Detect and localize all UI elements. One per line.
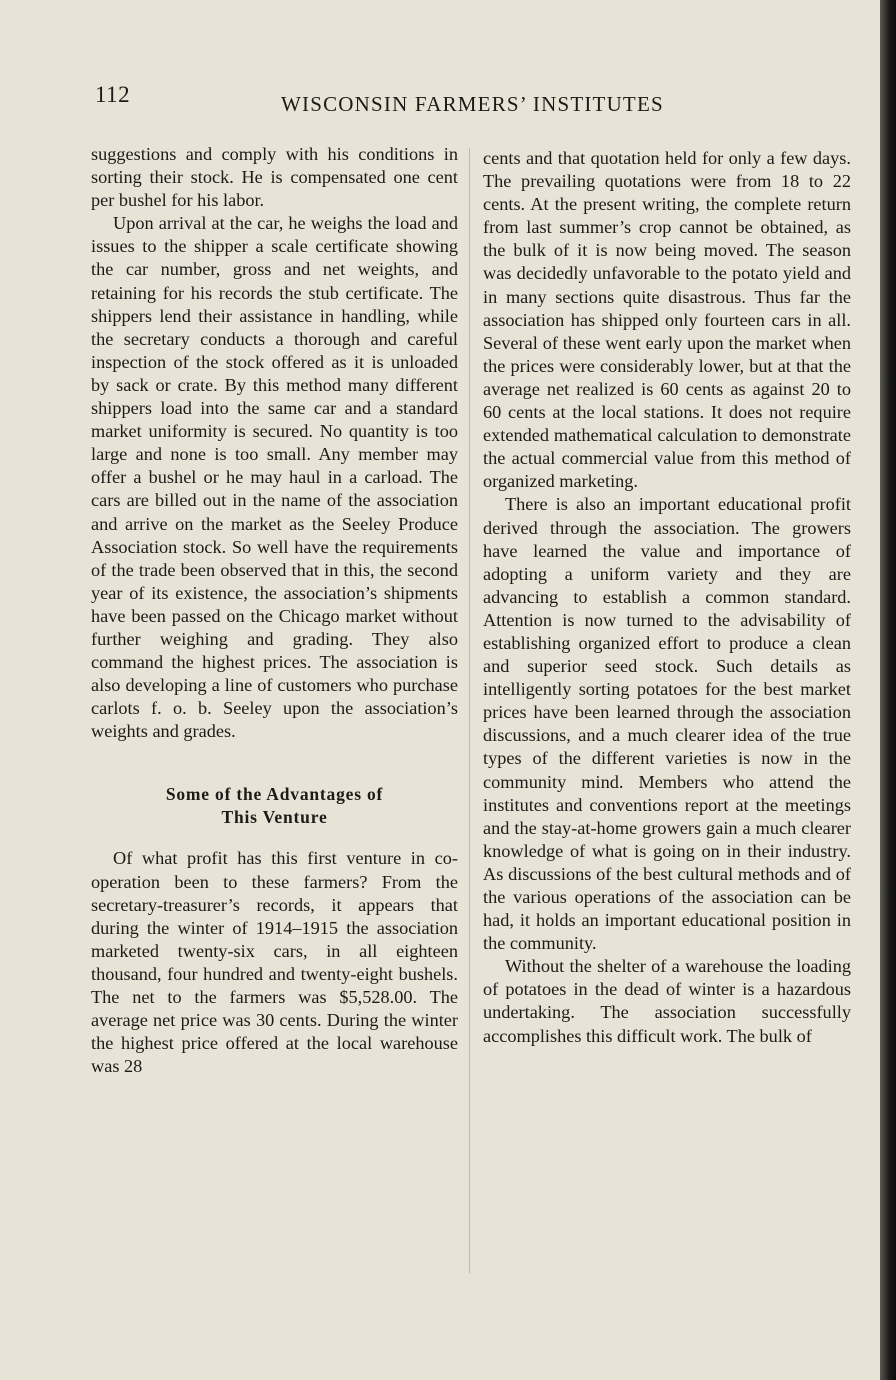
paragraph: Of what profit has this first venture in co-operation been to these farmers? From the secretary-treasurer’s records, it appears that during the winter of 1914–1915 the association marketed twenty-six cars, in all eighteen thousand, four hundred and twenty-eight bushels. The net to the farmers was $5,528.00. The average net price was 30 cents. During the winter the highest price offered at the local warehouse was 28 [91, 848, 458, 1077]
section-heading-line: This Venture [221, 807, 328, 828]
page-number: 112 [95, 82, 131, 107]
running-title: WISCONSIN FARMERS’ INSTITUTES [281, 92, 664, 116]
paragraph: cents and that quotation held for only a few days. The prevailing quotations were from 18 to 22 cents. At the present writing, the complete return from last summer’s crop cannot be obtained, as the bulk of it is now being moved. The season was decidedly unfavorable to the potato yield and in many sections quite disastrous. Thus far the association has shipped only fourteen cars in all. Several of these went early upon the market when the prices were considerably lower, but at that the average net realized is 60 cents as against 20 to 60 cents at the local stations. It does not require extended mathematical calculation to demonstrate the actual commercial value from this method of organized marketing. [483, 148, 851, 492]
paragraph: suggestions and comply with his conditions in sorting their stock. He is compensated one cent per bushel for his labor. [91, 144, 458, 211]
section-heading [91, 783, 458, 829]
paragraph: Upon arrival at the car, he weighs the load and issues to the shipper a scale certificate showing the car number, gross and net weights, and retaining for his records the stub certificate. The shippers lend their assistance in handling, while the secretary conducts a thorough and careful inspection of the stock offered as it is unloaded by sack or crate. By this method many different shippers load into the same car and a standard market uniformity is secured. No quantity is too large and none is too small. Any member may offer a bushel or he may haul in a carload. The cars are billed out in the name of the association and arrive on the market as the Seeley Produce Association stock. So well have the requirements of the trade been observed that in this, the second year of its existence, the association’s shipments have been passed on the Chicago market without further weighing and grading. They also command the highest prices. The association is also developing a line of customers who purchase carlots f. o. b. Seeley upon the association’s weights and grades. [91, 213, 458, 742]
column-divider [469, 148, 470, 1273]
left-column [91, 143, 458, 1078]
right-column [483, 147, 851, 1048]
paragraph: Without the shelter of a warehouse the loading of potatoes in the dead of winter is a hazardous undertaking. The association successfully accomplishes this difficult work. The bulk of [483, 956, 851, 1046]
paragraph: There is also an important educational profit derived through the association. The growers have learned the value and importance of adopting a uniform variety and they are advancing to establish a common standard. Attention is now turned to the advisability of establishing organized effort to produce a clean and superior seed stock. Such details as intelligently sorting potatoes for the best market prices have been learned through the association discussions, and a much clearer idea of the true types of the different varieties is now in the community mind. Members who attend the institutes and conventions report at the meetings and the stay-at-home growers gain a much clearer knowledge of what is going on in their industry. As discussions of the best cultural methods and of the various operations of the association can be had, it holds an important educational position in the community. [483, 494, 851, 954]
section-heading-line: Some of the Advantages of [165, 784, 384, 805]
page-edge-shadow [880, 0, 896, 1380]
page-header [95, 82, 685, 122]
